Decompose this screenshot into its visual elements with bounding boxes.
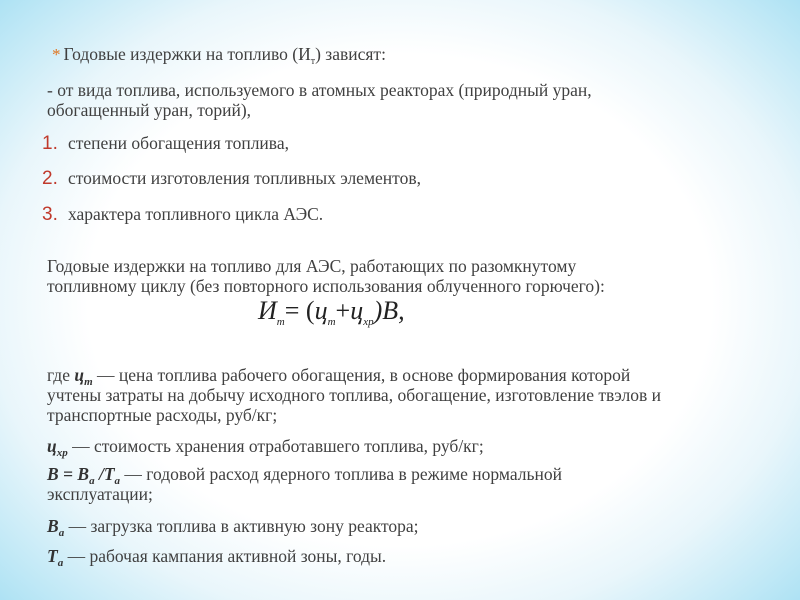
heading-line xyxy=(52,44,386,72)
heading-text: Годовые издержки на топливо (И xyxy=(63,44,311,64)
dash-item-line-2: обогащенный уран, торий), xyxy=(47,100,252,120)
definition-price-line-2: учтены затраты на добычу исходного топлива, обогащение, изготовление твэлов и xyxy=(47,385,661,405)
list-number: 3. xyxy=(42,204,58,225)
list-text: характера топливного цикла АЭС. xyxy=(68,204,324,224)
open-cycle-line-2: топливному циклу (без повторного использования облученного горючего): xyxy=(47,276,605,296)
formula-term1: ц xyxy=(314,296,328,325)
list-number: 2. xyxy=(42,168,58,189)
definition-symbol xyxy=(47,436,68,459)
list-number: 1. xyxy=(42,133,58,154)
list-text: степени обогащения топлива, xyxy=(68,133,289,153)
symbol-text: B = B xyxy=(47,464,90,484)
definition-campaign xyxy=(47,546,386,573)
symbol-text: ц xyxy=(74,365,85,385)
definition-symbol xyxy=(47,516,65,539)
definition-prefix: где xyxy=(47,365,75,385)
symbol-text: T xyxy=(47,546,58,566)
formula-lhs-sub: т xyxy=(276,316,285,328)
list-text: стоимости изготовления топливных элементов, xyxy=(68,168,421,188)
numbered-item xyxy=(42,204,323,225)
definition-price-line-3: транспортные расходы, руб/кг; xyxy=(47,405,278,425)
numbered-item xyxy=(42,168,421,189)
definition-text: — стоимость хранения отработавшего топлива, руб/кг; xyxy=(67,436,484,456)
definition-storage xyxy=(47,436,484,463)
dash-item-line-1: - от вида топлива, используемого в атомных реакторах (природный уран, xyxy=(47,80,592,100)
definition-consumption-line-2: эксплуатации; xyxy=(47,484,153,504)
formula-term1-sub: т xyxy=(327,316,336,328)
symbol-sub: т xyxy=(84,376,93,388)
symbol-sub: а xyxy=(114,475,121,487)
fuel-cost-formula xyxy=(258,296,405,328)
symbol-text: /T xyxy=(94,464,115,484)
heading-text-end: ) зависят: xyxy=(315,44,386,64)
formula-lhs: И xyxy=(258,296,277,325)
open-cycle-line-1: Годовые издержки на топливо для АЭС, работающих по разомкнутому xyxy=(47,256,577,276)
symbol-text: ц xyxy=(47,436,57,456)
formula-rhs: )B, xyxy=(373,296,405,325)
heading-subscript: т xyxy=(310,56,316,67)
numbered-item xyxy=(42,133,289,154)
definition-symbol xyxy=(47,464,121,487)
formula-eq: = ( xyxy=(284,296,315,325)
symbol-sub: хр xyxy=(56,447,68,459)
bullet-star-icon: * xyxy=(52,45,61,64)
definition-text: — цена топлива рабочего обогащения, в основе формирования которой xyxy=(92,365,631,385)
definition-text: — рабочая кампания активной зоны, годы. xyxy=(63,546,387,566)
symbol-sub: а xyxy=(89,475,95,487)
definition-text: — годовой расход ядерного топлива в режиме нормальной xyxy=(120,464,562,484)
definition-symbol xyxy=(74,365,93,388)
formula-term2: ц xyxy=(350,296,364,325)
symbol-text: B xyxy=(47,516,59,536)
definition-symbol xyxy=(47,546,64,569)
formula-term2-sub: хр xyxy=(363,316,374,328)
symbol-sub: а xyxy=(57,557,64,569)
symbol-sub: а xyxy=(58,527,65,539)
definition-text: — загрузка топлива в активную зону реактора; xyxy=(64,516,419,536)
formula-plus: + xyxy=(335,296,351,325)
definition-load xyxy=(47,516,419,543)
